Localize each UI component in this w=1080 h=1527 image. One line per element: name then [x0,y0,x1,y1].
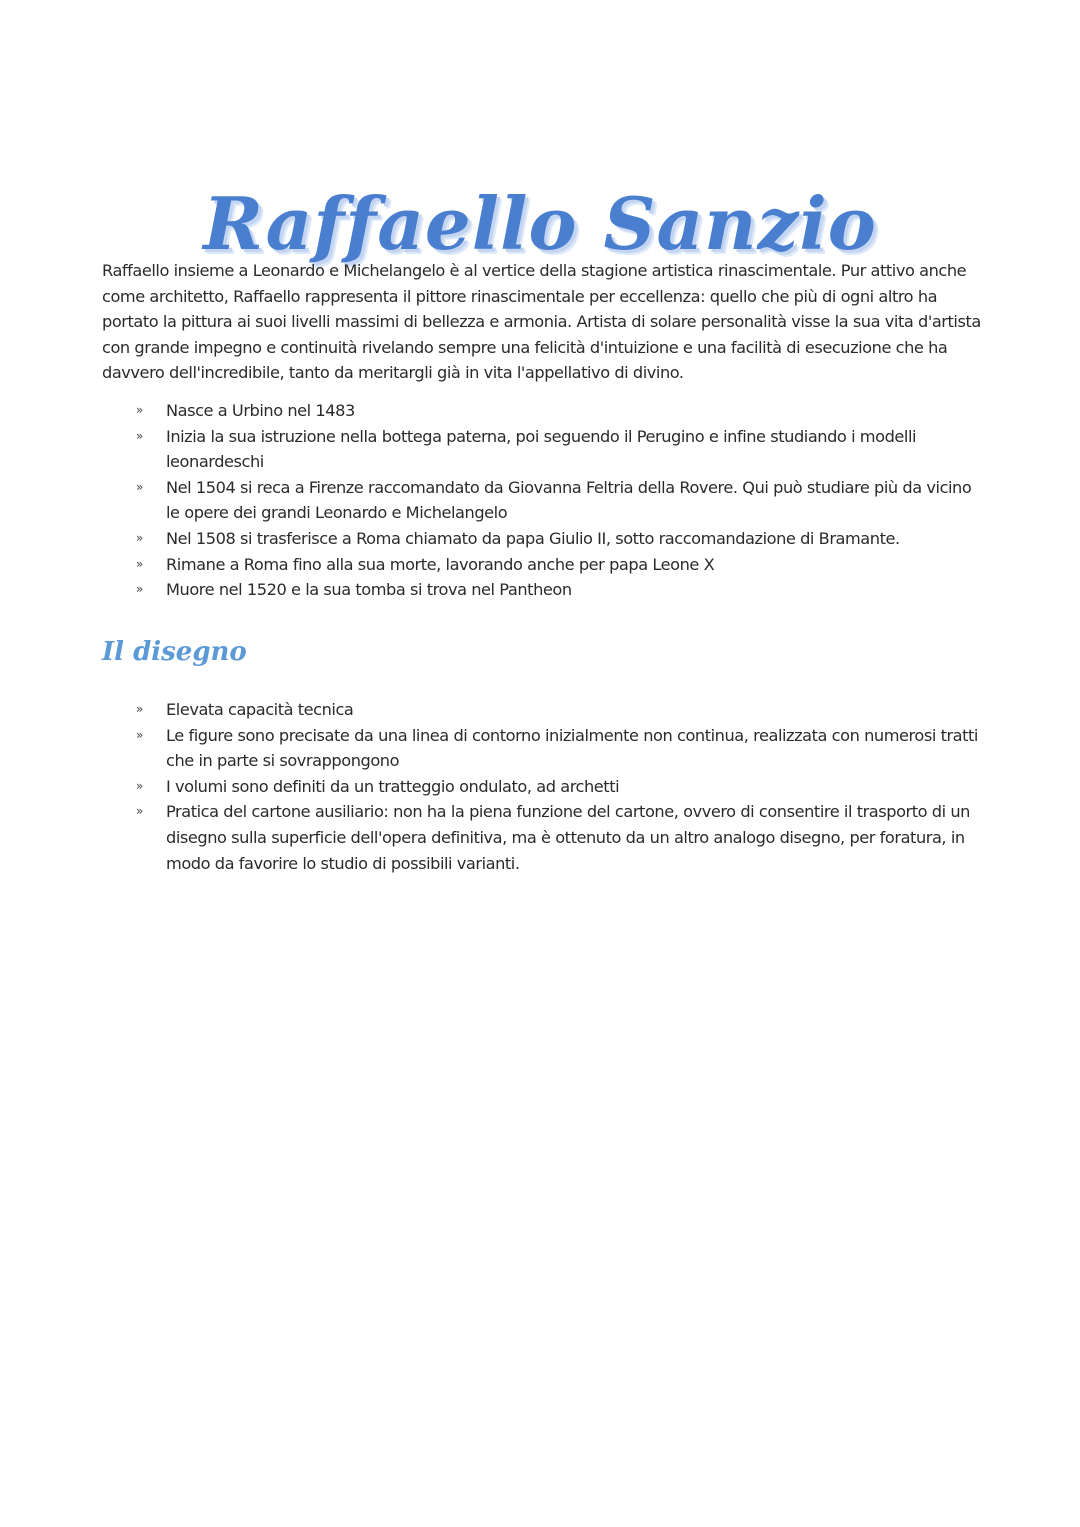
bullet-marker: » [136,428,143,443]
bullet-marker: » [136,702,143,716]
bullet-marker: » [136,556,143,571]
bullet-marker: » [136,582,143,597]
list-item [102,526,982,552]
list-item-text: Le figure sono precisate da una linea di contorno inizialmente non continua, realizzata con numerosi tratti che in parte si sovrappongono [166,725,978,771]
list-item-text: Nel 1504 si reca a Firenze raccomandato da Giovanna Feltria della Rovere. Qui può studiare più da vicino le opere dei grandi Leonardo e Michelangelo [166,477,972,523]
section-title-disegno: Il disegno [102,637,247,667]
list-item-text: Pratica del cartone ausiliario: non ha la piena funzione del cartone, ovvero di consentire il trasporto di un disegno sulla superficie dell'opera definitiva, ma è ottenuto da un altro analogo disegno, per foratura, in modo da favorire lo studio di possibili varianti. [166,802,970,873]
list-item [102,398,982,424]
list-item [102,723,982,774]
list-item [102,577,982,603]
list-item [102,424,982,475]
list-item-text: I volumi sono definiti da un tratteggio ondulato, ad archetti [166,776,620,796]
disegno-list [102,697,982,876]
list-item [102,799,982,876]
list-item [102,475,982,526]
list-item [102,774,982,800]
bullet-marker: » [136,403,143,417]
list-item-text: Nel 1508 si trasferisce a Roma chiamato da papa Giulio II, sotto raccomandazione di Bramante. [166,528,900,548]
bullet-marker: » [136,530,143,545]
page-title: Raffaello Sanzio [203,181,877,267]
bullet-marker: » [136,804,143,819]
bullet-marker: » [136,727,143,742]
list-item [102,552,982,578]
list-item [102,697,982,723]
intro-paragraph: Raffaello insieme a Leonardo e Michelangelo è al vertice della stagione artistica rinascimentale. Pur attivo anche come architetto, Raffaello rappresenta il pittore rinascimentale per eccellenza: quello che più di ogni altro ha portato la pittura ai suoi livelli massimi di bellezza e armonia. Artista di solare personalità visse la sua vita d'artista con grande impegno e continuità rivelando sempre una felicità d'intuizione e una facilità di esecuzione che ha davvero dell'incredibile, tanto da meritargli già in vita l'appellativo di divino. [102,261,981,383]
list-item-text: Nasce a Urbino nel 1483 [166,401,355,420]
list-item-text: Elevata capacità tecnica [166,700,354,719]
biography-list [102,398,982,603]
bullet-marker: » [136,778,143,793]
list-item-text: Muore nel 1520 e la sua tomba si trova nel Pantheon [166,580,572,600]
list-item-text: Rimane a Roma fino alla sua morte, lavorando anche per papa Leone X [166,554,715,574]
list-item-text: Inizia la sua istruzione nella bottega paterna, poi seguendo il Perugino e infine studiando i modelli leonardeschi [166,426,917,472]
bullet-marker: » [136,479,143,494]
